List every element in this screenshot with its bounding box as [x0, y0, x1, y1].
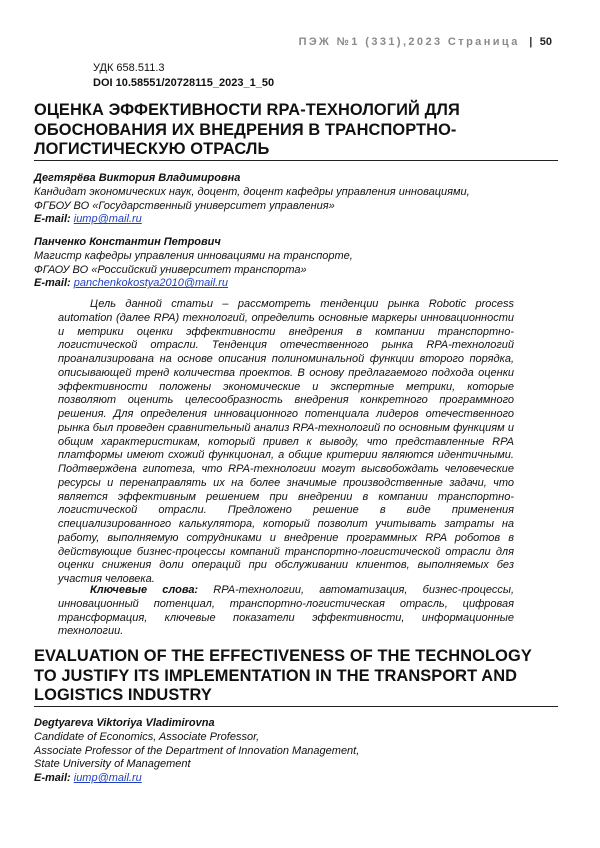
keywords-ru — [58, 584, 514, 639]
author-affiliation-line: Candidate of Economics, Associate Professor, — [34, 730, 260, 743]
running-header — [299, 36, 552, 48]
title-underline-ru — [34, 160, 558, 161]
author-email-link[interactable]: iump@mail.ru — [73, 772, 142, 785]
author-affiliation-line: Associate Professor of the Department of Innovation Management, — [34, 744, 360, 757]
author-affiliation-line: Магистр кафедры управления инновациями на транспорте, — [34, 249, 353, 262]
title-underline-en — [34, 706, 558, 707]
author-name: Degtyareva Viktoriya Vladimirovna — [34, 717, 215, 729]
author-block-en — [34, 717, 554, 786]
author-name: Дегтярёва Виктория Владимировна — [34, 172, 241, 184]
author-affiliation-line: ФГАОУ ВО «Российский университет транспорта» — [34, 263, 307, 276]
email-label: E-mail: — [34, 277, 71, 290]
author-affiliation-line: ФГБОУ ВО «Государственный университет управления» — [34, 199, 335, 212]
article-title-en: EVALUATION OF THE EFFECTIVENESS OF THE TECHNOLOGY TO JUSTIFY ITS IMPLEMENTATION IN THE TRANSPORT AND LOGISTICS INDUSTRY — [34, 647, 532, 704]
keywords-label: Ключевые слова: — [90, 584, 199, 596]
header-separator: | — [529, 36, 533, 48]
email-label: E-mail: — [34, 772, 71, 785]
author-email-link[interactable]: panchenkokostya2010@mail.ru — [73, 277, 229, 290]
article-title-ru: ОЦЕНКА ЭФФЕКТИВНОСТИ RPA-ТЕХНОЛОГИЙ ДЛЯ ОБОСНОВАНИЯ ИХ ВНЕДРЕНИЯ В ТРАНСПОРТНО-ЛОГИСТИЧЕСКУЮ ОТРАСЛЬ — [34, 101, 460, 158]
email-label: E-mail: — [34, 213, 71, 226]
page-number: 50 — [539, 36, 552, 48]
udk-code: УДК 658.511.3 — [93, 62, 165, 74]
author-email-link[interactable]: iump@mail.ru — [73, 213, 142, 226]
author-affiliation-line: State University of Management — [34, 758, 191, 771]
doi: DOI 10.58551/20728115_2023_1_50 — [93, 77, 275, 89]
keywords-text: RPA-технологии, автоматизация, бизнес-процессы, инновационный потенциал, транспортно-логистическая отрасль, цифровая трансформация, ключевые показатели эффективности, информационные технологии. — [58, 584, 515, 638]
journal-issue: ПЭЖ №1 (331),2023 Страница — [298, 36, 520, 48]
author-email-row — [34, 213, 554, 227]
author-block-2 — [34, 236, 554, 291]
author-block-1 — [34, 172, 554, 227]
author-name: Панченко Константин Петрович — [34, 236, 221, 248]
author-email-row — [34, 277, 554, 291]
abstract-ru: Цель данной статьи – рассмотреть тенденции рынка Robotic process automation (далее RPA) технологий, определить основные маркеры инновационности и метрики оценки эффективности внедрения в компании транспортно-логистической отрасли. Тенденция отечественного рынка RPA-технологий проанализирована на основе описания полиноминальной функции второго порядка, описывающей тренд количества проектов. В основу предлагаемого подхода оценки эффективности положены экономические и экспертные метрики, которые позволяют оценить целесообразность внедрения конкретного программного решения. Для определения инновационного потенциала лидеров отечественного рынка был проведен сравнительный анализ RPA-технологий по основным функциям и общим характеристикам, который привел к выводу, что представленные RPA платформы имеют схожий функционал, а общие критерии являются идентичными. Подтверждена гипотеза, что RPA-технологии могут высвобождать человеческие ресурсы и перенаправлять их на более значимые производственные задачи, что является эффективным решением при внедрении в компании транспортно-логистической отрасли. Предложено решение в виде применения специализированного калькулятора, который позволит учитывать затраты на работу, выполняемую сотрудниками и внедрение программных RPA роботов в действующие бизнес-процессы компаний транспортно-логистической отрасли для оценки снижения доли операций при обслуживании клиентов, выполняемых без участия человека. — [58, 298, 514, 585]
author-affiliation-line: Кандидат экономических наук, доцент, доцент кафедры управления инновациями, — [34, 185, 470, 198]
author-email-row — [34, 772, 554, 786]
